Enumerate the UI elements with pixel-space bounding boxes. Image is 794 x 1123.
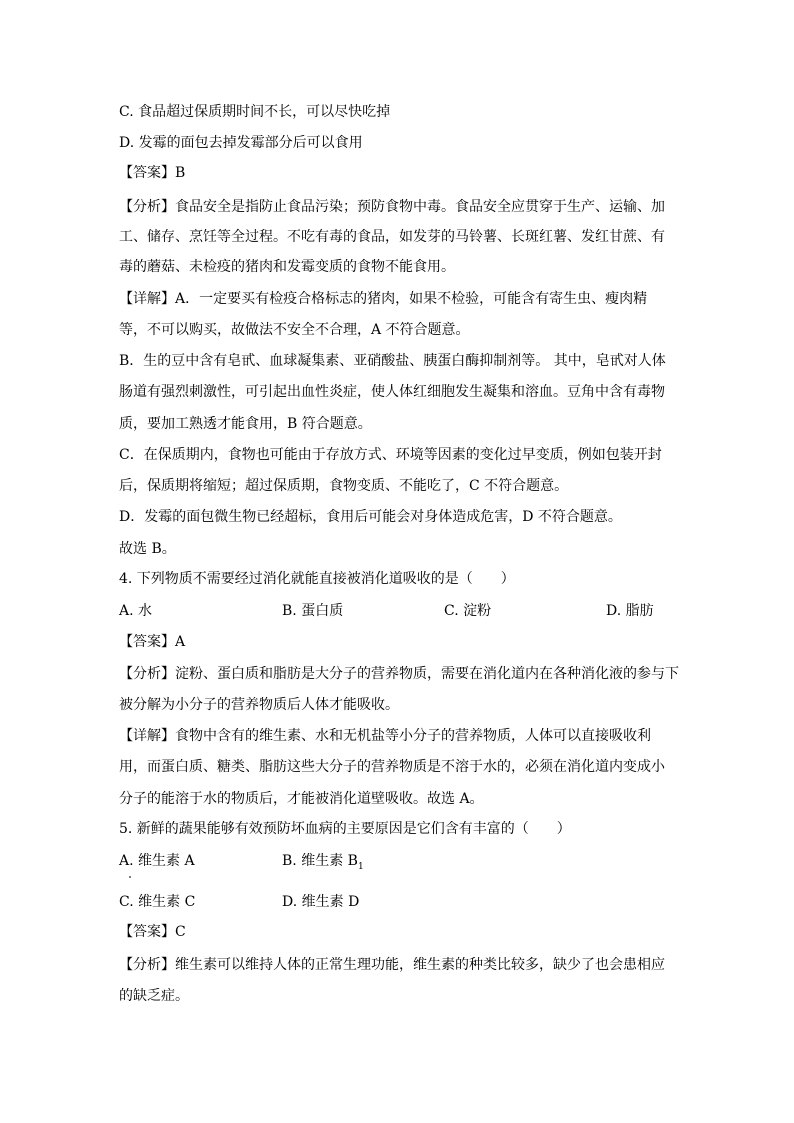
q5-option-b-subscript: 1: [357, 861, 364, 872]
q5-analysis-line-1: 【分析】维生素可以维持人体的正常生理功能，维生素的种类比较多，缺少了也会患相应: [119, 957, 665, 973]
q3-detail-line-1: 【详解】A．一定要买有检疫合格标志的猪肉，如果不检验，可能含有寄生虫、瘦肉精: [119, 291, 648, 307]
q3-analysis-line-2: 工、储存、烹饪等全过程。不吃有毒的食品，如发芽的马铃薯、长斑红薯、发红甘蔗、有: [119, 229, 665, 245]
q4-analysis-line-1: 【分析】淀粉、蛋白质和脂肪是大分子的营养物质，需要在消化道内在各种消化液的参与下: [119, 666, 679, 682]
q3-option-c: C. 食品超过保质期时间不长，可以尽快吃掉: [119, 104, 391, 120]
q3-detail-line-6: C．在保质期内，食物也可能由于存放方式、环境等因素的变化过早变质，例如包装开封: [119, 447, 662, 463]
q4-detail-line-2: 用，而蛋白质、糖类、脂肪这些大分子的营养物质是不溶于水的，必须在消化道内变成小: [119, 759, 665, 775]
q3-detail-line-2: 等，不可以购买，故做法不安全不合理，A 不符合题意。: [119, 322, 470, 338]
q4-option-a: A. 水: [119, 603, 153, 619]
q5-question: 5. 新鲜的蔬果能够有效预防坏血病的主要原因是它们含有丰富的（ ）: [119, 821, 571, 837]
q4-question: 4. 下列物质不需要经过消化就能直接被消化道吸收的是（ ）: [119, 571, 515, 587]
stray-dot: [129, 876, 131, 878]
q5-option-c: C. 维生素 C: [119, 894, 196, 910]
q5-option-d: D. 维生素 D: [282, 894, 360, 910]
q5-option-b: [282, 851, 364, 877]
q3-detail-line-3: B．生的豆中含有皂甙、血球凝集素、亚硝酸盐、胰蛋白酶抑制剂等。 其中，皂甙对人体: [119, 353, 666, 369]
q5-option-b-text: B. 维生素 B: [282, 853, 358, 869]
q3-answer: 【答案】B: [119, 165, 186, 181]
q5-option-a: A. 维生素 A: [119, 853, 195, 869]
q4-detail-line-1: 【详解】食物中含有的维生素、水和无机盐等小分子的营养物质，人体可以直接吸收利: [119, 728, 651, 744]
q3-detail-line-8: D．发霉的面包微生物已经超标，食用后可能会对身体造成危害，D 不符合题意。: [119, 509, 622, 525]
q5-analysis-line-2: 的缺乏症。: [119, 988, 189, 1004]
q4-answer: 【答案】A: [119, 634, 186, 650]
q4-option-b: B. 蛋白质: [282, 603, 344, 619]
q4-option-c: C. 淀粉: [444, 603, 492, 619]
q3-option-d: D. 发霉的面包去掉发霉部分后可以食用: [119, 135, 363, 151]
q4-analysis-line-2: 被分解为小分子的营养物质后人体才能吸收。: [119, 697, 399, 713]
q5-answer: 【答案】C: [119, 924, 186, 940]
q3-analysis-line-3: 毒的蘑菇、未检疫的猪肉和发霉变质的食物不能食用。: [119, 259, 455, 275]
q3-detail-line-5: 质，要加工熟透才能食用，B 符合题意。: [119, 416, 372, 432]
q4-option-d: D. 脂肪: [606, 603, 654, 619]
q4-detail-line-3: 分子的能溶于水的物质后，才能被消化道壁吸收。故选 A。: [119, 791, 484, 807]
q3-conclusion: 故选 B。: [119, 541, 176, 557]
q3-detail-line-4: 肠道有强烈刺激性，可引起出血性炎症，使人体红细胞发生凝集和溶血。豆角中含有毒物: [119, 384, 665, 400]
q3-detail-line-7: 后，保质期将缩短；超过保质期，食物变质、不能吃了，C 不符合题意。: [119, 478, 569, 494]
q3-analysis-line-1: 【分析】食品安全是指防止食品污染；预防食物中毒。食品安全应贯穿于生产、运输、加: [119, 199, 665, 215]
